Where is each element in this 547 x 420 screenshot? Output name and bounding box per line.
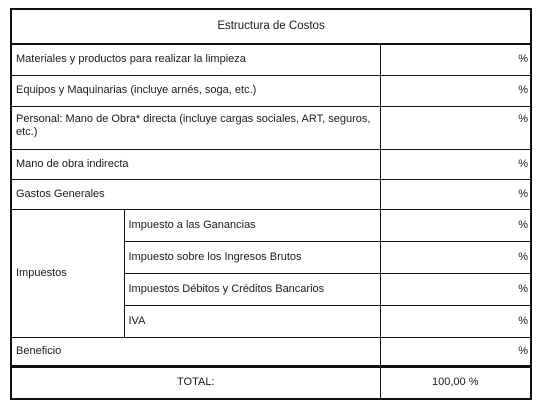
table-row (11, 209, 531, 241)
row-percent-equipos: % (380, 75, 531, 106)
table-row (11, 179, 531, 209)
table-row (11, 337, 531, 366)
total-label: TOTAL: (11, 366, 380, 399)
row-label-mano-obra-indirecta: Mano de obra indirecta (11, 149, 380, 179)
row-label-gastos-generales: Gastos Generales (11, 179, 380, 209)
total-row (11, 366, 531, 399)
cost-structure-table (10, 8, 532, 400)
table-row (11, 44, 531, 75)
impuesto-percent-ingresos-brutos: % (380, 241, 531, 273)
row-percent-materiales: % (380, 44, 531, 75)
row-percent-personal: % (380, 106, 531, 149)
impuesto-label-ganancias: Impuesto a las Ganancias (124, 209, 380, 241)
table-row (11, 75, 531, 106)
impuesto-percent-iva: % (380, 305, 531, 337)
total-value: 100,00 % (380, 366, 531, 399)
table-header-row (11, 9, 531, 44)
table-row (11, 149, 531, 179)
table-row (11, 106, 531, 149)
row-label-personal: Personal: Mano de Obra* directa (incluye cargas sociales, ART, seguros, etc.) (11, 106, 380, 149)
row-percent-mano-obra-indirecta: % (380, 149, 531, 179)
row-percent-beneficio: % (380, 337, 531, 366)
impuestos-label: Impuestos (11, 209, 124, 337)
impuesto-label-ingresos-brutos: Impuesto sobre los Ingresos Brutos (124, 241, 380, 273)
row-label-materiales: Materiales y productos para realizar la limpieza (11, 44, 380, 75)
impuesto-percent-ganancias: % (380, 209, 531, 241)
row-label-equipos: Equipos y Maquinarias (incluye arnés, soga, etc.) (11, 75, 380, 106)
impuesto-label-iva: IVA (124, 305, 380, 337)
row-percent-gastos-generales: % (380, 179, 531, 209)
row-label-beneficio: Beneficio (11, 337, 380, 366)
impuesto-percent-debitos-creditos: % (380, 273, 531, 305)
impuesto-label-debitos-creditos: Impuestos Débitos y Créditos Bancarios (124, 273, 380, 305)
table-title: Estructura de Costos (11, 9, 531, 44)
